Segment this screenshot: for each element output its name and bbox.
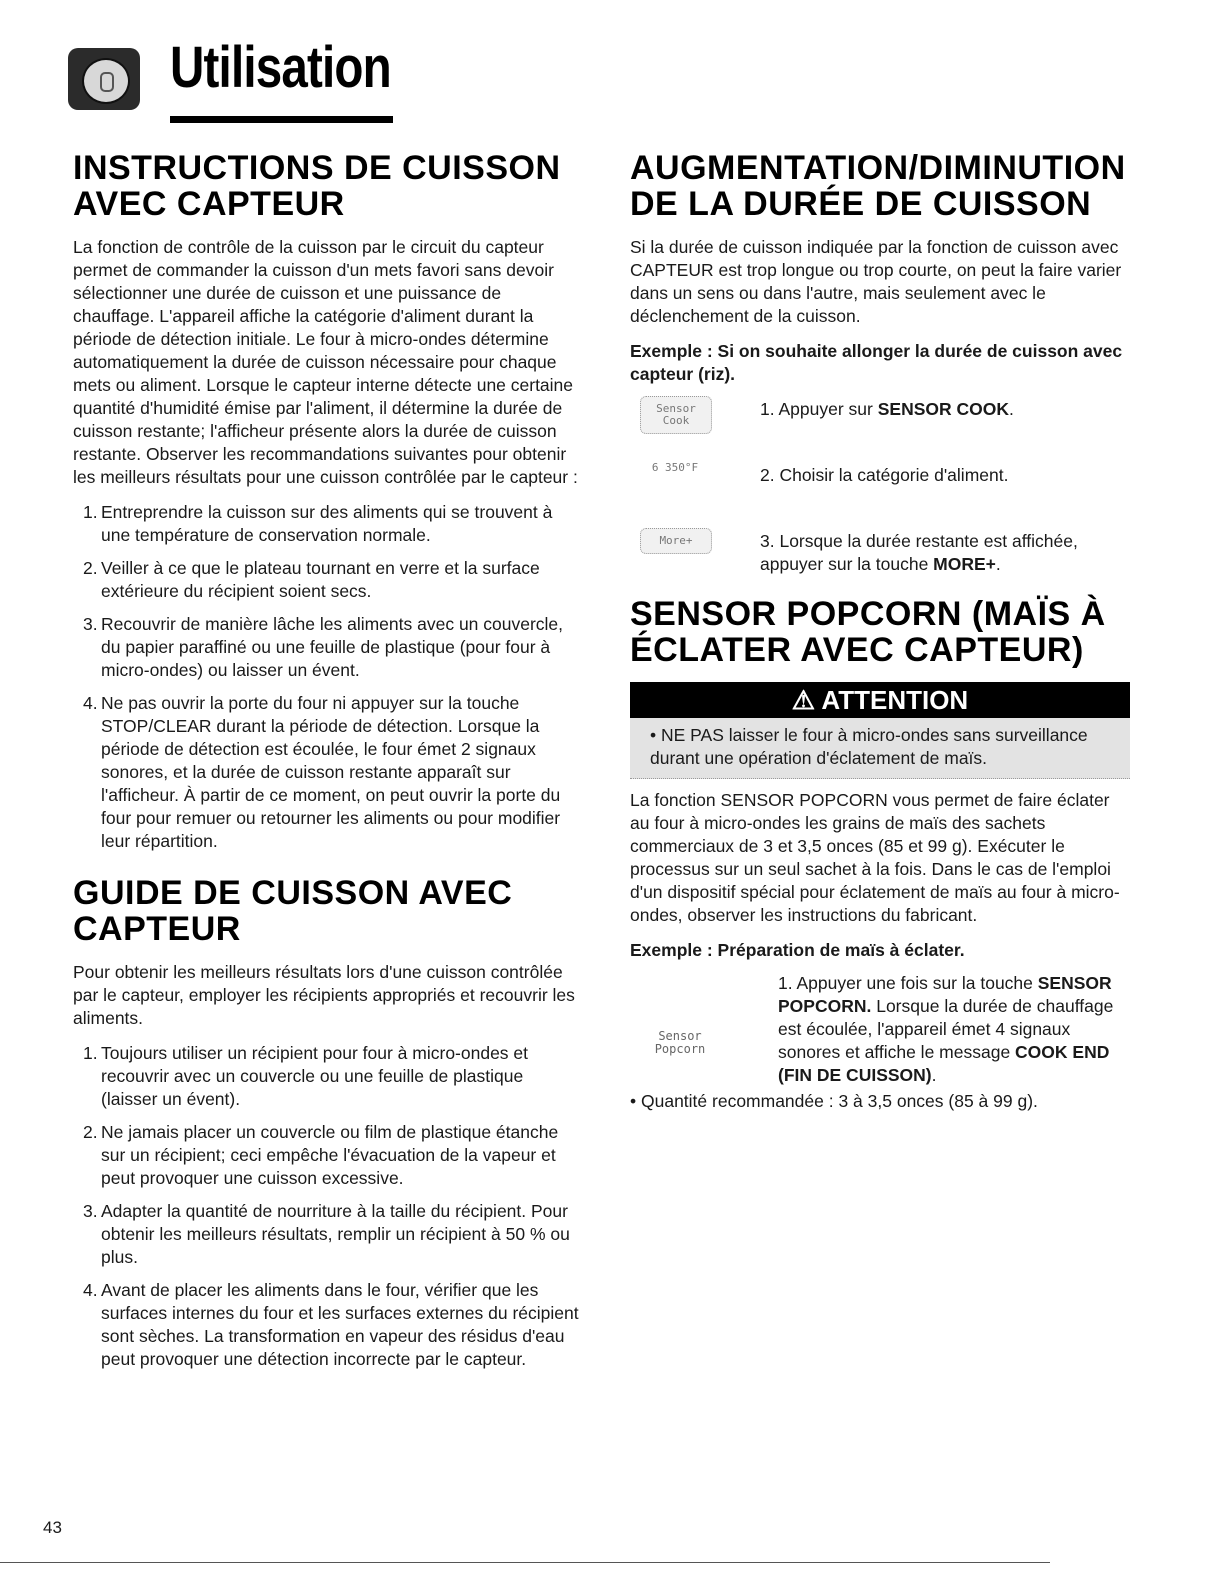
list-item: 3. Recouvrir de manière lâche les aliments avec un couvercle, du papier paraffiné ou une feuille de plastique (pour four à micro-ondes) ou laisser un évent. <box>83 614 564 680</box>
example-heading: Exemple : Si on souhaite allonger la durée de cuisson avec capteur (riz). <box>630 341 1123 384</box>
attention-text: • NE PAS laisser le four à micro-ondes sans surveillance durant une opération d'éclatement de maïs. <box>630 718 1130 779</box>
title-underline <box>170 116 393 123</box>
step-food-category: 6 350°F 2. Choisir la catégorie d'aliment. <box>630 462 1130 528</box>
guide-steps <box>73 1042 583 1371</box>
list-item: 1. Entreprendre la cuisson sur des aliments qui se trouvent à une température de conservation normale. <box>83 502 553 545</box>
step-sensor-cook: Sensor Cook 1. Appuyer sur SENSOR COOK. <box>630 396 1130 462</box>
popcorn-quantity: • Quantité recommandée : 3 à 3,5 onces (85 à 99 g). <box>630 1091 1038 1111</box>
section-title-capteur: INSTRUCTIONS DE CUISSON AVEC CAPTEUR <box>73 149 561 223</box>
popcorn-example-heading: Exemple : Préparation de maïs à éclater. <box>630 940 965 960</box>
page-title: Utilisation <box>170 35 391 100</box>
guide-intro: Pour obtenir les meilleurs résultats lors d'une cuisson contrôlée par le capteur, employer les récipients appropriés et recouvrir les aliments. <box>73 962 575 1028</box>
section-title-popcorn: SENSOR POPCORN (MAÏS À ÉCLATER AVEC CAPTEUR) <box>630 595 1106 669</box>
augmentation-intro: Si la durée de cuisson indiquée par la fonction de cuisson avec CAPTEUR est trop longue ou trop courte, on peut la faire varier dans un sens ou dans l'autre, mais seulement avec le déclenchement de la cuisson. <box>630 237 1122 326</box>
list-item: 4. Avant de placer les aliments dans le four, vérifier que les surfaces internes du four et les surfaces externes du récipient sont sèches. La transformation en vapeur des résidus d'eau peut provoquer une détection incorrecte par le capteur. <box>83 1280 579 1369</box>
popcorn-intro: La fonction SENSOR POPCORN vous permet de faire éclater au four à micro-ondes les grains de maïs des sachets commerciaux de 3 et 3,5 onces (85 et 99 g). Exécuter le processus sur un seul sachet à la fois. Dans le cas de l'emploi d'un dispositif spécial pour éclatement de maïs au four à micro-ondes, observer les instructions du fabricant. <box>630 790 1120 925</box>
attention-box <box>630 682 1130 779</box>
sensor-cook-key-icon: Sensor Cook <box>640 396 712 434</box>
list-item: 1. Toujours utiliser un récipient pour four à micro-ondes et recouvrir avec un couvercle ou une feuille de plastique (laisser un évent). <box>83 1043 529 1109</box>
step-more-plus: More+ 3. Lorsque la durée restante est affichée, appuyer sur la touche MORE+. <box>630 528 1130 594</box>
footer-rule <box>0 1562 1050 1563</box>
list-item: 2. Ne jamais placer un couvercle ou film de plastique étanche sur un récipient; ceci empêche l'évacuation de la vapeur et peut provoquer une cuisson excessive. <box>83 1122 559 1188</box>
capteur-steps <box>73 501 583 853</box>
more-plus-key-icon: More+ <box>640 528 712 554</box>
step-sensor-popcorn: Sensor Popcorn 1. Appuyer une fois sur la touche SENSOR POPCORN. Lorsque la durée de chauffage est écoulée, l'appareil émet 4 signaux sonores et affiche le message COOK END (FIN DE CUISSON). <box>630 972 1130 1090</box>
capteur-intro: La fonction de contrôle de la cuisson par le circuit du capteur permet de commander la cuisson d'un mets favori sans devoir sélectionner une durée de cuisson et une puissance de chauffage. L'appareil affiche la catégorie d'aliment durant la période de détection initiale. Le four à micro-ondes détermine automatiquement la durée de cuisson nécessaire pour chaque mets ou aliment. Lorsque le capteur interne détecte une certaine quantité d'humidité émise par l'aliment, il détermine la durée de cuisson restante; l'afficheur présente alors la durée de cuisson restante. Observer les recommandations suivantes pour obtenir les meilleurs résultats pour une cuisson contrôlée par le capteur : <box>73 237 578 487</box>
section-title-augmentation: AUGMENTATION/DIMINUTION DE LA DURÉE DE CUISSON <box>630 149 1126 223</box>
list-item: 3. Adapter la quantité de nourriture à la taille du récipient. Pour obtenir les meilleurs résultats, remplir un récipient à 50 % ou plus. <box>83 1201 570 1267</box>
list-item: 2. Veiller à ce que le plateau tournant en verre et la surface extérieure du récipient soient secs. <box>83 558 540 601</box>
attention-header: ⚠ ATTENTION <box>630 682 1130 718</box>
sensor-popcorn-key-icon: Sensor Popcorn <box>654 1029 706 1056</box>
list-item: 4. Ne pas ouvrir la porte du four ni appuyer sur la touche STOP/CLEAR durant la période de détection. Lorsque la période de détection est écoulée, le four émet 2 signaux sonores, et la durée de cuisson restante apparaît sur l'afficheur. À partir de ce moment, on peut ouvrir la porte du four pour remuer ou retourner les aliments ou pour modifier leur répartition. <box>83 693 561 851</box>
left-column <box>73 150 583 1381</box>
microwave-logo-icon <box>68 48 140 110</box>
right-column <box>630 150 1130 1125</box>
display-350-icon: 6 350°F <box>651 461 699 474</box>
page-number: 43 <box>43 1518 62 1537</box>
section-title-guide: GUIDE DE CUISSON AVEC CAPTEUR <box>73 874 513 948</box>
